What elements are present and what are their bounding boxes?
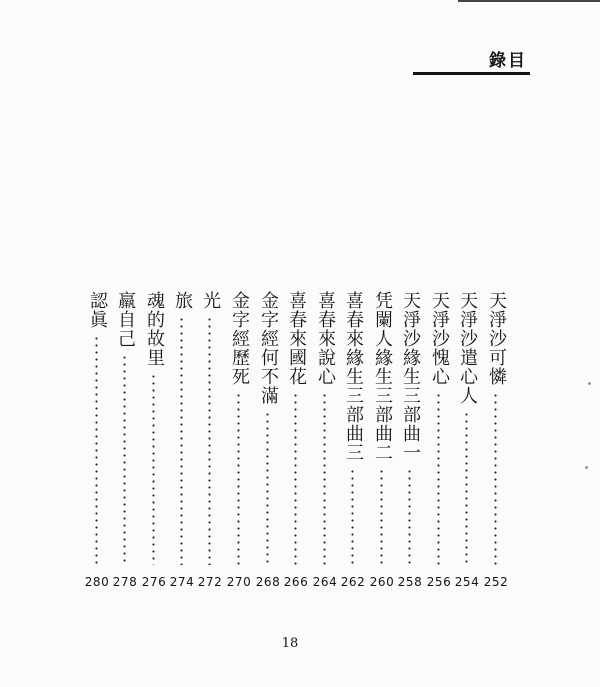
leader-dots bbox=[266, 411, 269, 565]
leader-dots bbox=[380, 468, 383, 565]
toc-entry-page: 266 bbox=[283, 575, 309, 589]
leader-dots bbox=[465, 411, 468, 565]
toc-entry-page: 272 bbox=[197, 575, 223, 589]
toc-entry-title: 喜春來說心 bbox=[315, 291, 336, 386]
toc-entry-page: 276 bbox=[141, 575, 167, 589]
toc-entry[interactable] bbox=[170, 291, 194, 593]
paper-speck bbox=[585, 466, 588, 469]
toc-entry-page: 262 bbox=[340, 575, 366, 589]
toc-entry[interactable] bbox=[142, 291, 166, 593]
toc-entry-title: 天淨沙遣心人 bbox=[457, 291, 478, 405]
toc-entry[interactable] bbox=[427, 291, 451, 593]
leader-dots bbox=[294, 392, 297, 565]
toc-entry[interactable] bbox=[370, 291, 394, 593]
toc-entry-title: 羸自己 bbox=[115, 291, 136, 348]
page-number: 18 bbox=[281, 636, 299, 651]
leader-dots bbox=[437, 392, 440, 565]
leader-dots bbox=[152, 373, 155, 565]
toc-entry-title: 天淨沙可憐 bbox=[486, 291, 507, 386]
toc-entry[interactable] bbox=[341, 291, 365, 593]
toc-entry[interactable] bbox=[484, 291, 508, 593]
paper-speck bbox=[588, 382, 591, 385]
toc-entry-page: 264 bbox=[312, 575, 338, 589]
toc-entry-title: 旅 bbox=[172, 291, 193, 310]
toc-entry[interactable] bbox=[284, 291, 308, 593]
toc-entry[interactable] bbox=[85, 291, 109, 593]
toc-entry-page: 280 bbox=[84, 575, 110, 589]
toc-entry[interactable] bbox=[113, 291, 137, 593]
toc-entry[interactable] bbox=[398, 291, 422, 593]
page-title: 錄目 bbox=[489, 51, 527, 71]
leader-dots bbox=[323, 392, 326, 565]
leader-dots bbox=[237, 392, 240, 565]
leader-dots bbox=[208, 316, 211, 565]
toc-entry-page: 268 bbox=[255, 575, 281, 589]
toc-entry-title: 凭闌人緣生三部曲二 bbox=[372, 291, 393, 462]
leader-dots bbox=[408, 468, 411, 565]
toc-entry-page: 260 bbox=[369, 575, 395, 589]
toc-entry[interactable] bbox=[198, 291, 222, 593]
toc-entry-page: 256 bbox=[426, 575, 452, 589]
toc-entry[interactable] bbox=[256, 291, 280, 593]
leader-dots bbox=[180, 316, 183, 565]
toc-entry[interactable] bbox=[313, 291, 337, 593]
toc-entry-title: 喜春來緣生三部曲三 bbox=[343, 291, 364, 462]
toc-entry-page: 274 bbox=[169, 575, 195, 589]
toc-entry-page: 252 bbox=[483, 575, 509, 589]
toc-entry[interactable] bbox=[455, 291, 479, 593]
toc-entry-title: 光 bbox=[200, 291, 221, 310]
toc-entry-title: 金字經何不滿 bbox=[258, 291, 279, 405]
leader-dots bbox=[351, 468, 354, 565]
toc-entry-page: 258 bbox=[397, 575, 423, 589]
toc-entry-page: 278 bbox=[112, 575, 138, 589]
toc-entry-title: 天淨沙愧心 bbox=[429, 291, 450, 386]
toc-entry-title: 喜春來國花 bbox=[286, 291, 307, 386]
toc-entry[interactable] bbox=[227, 291, 251, 593]
toc-entry-title: 認眞 bbox=[87, 291, 108, 329]
leader-dots bbox=[494, 392, 497, 565]
toc-entry-title: 魂的故里 bbox=[144, 291, 165, 367]
leader-dots bbox=[95, 335, 98, 565]
toc-entry-page: 254 bbox=[454, 575, 480, 589]
leader-dots bbox=[123, 354, 126, 565]
toc-entry-title: 金字經歷死 bbox=[229, 291, 250, 386]
toc-entry-page: 270 bbox=[226, 575, 252, 589]
toc-entry-title: 天淨沙緣生三部曲一 bbox=[400, 291, 421, 462]
